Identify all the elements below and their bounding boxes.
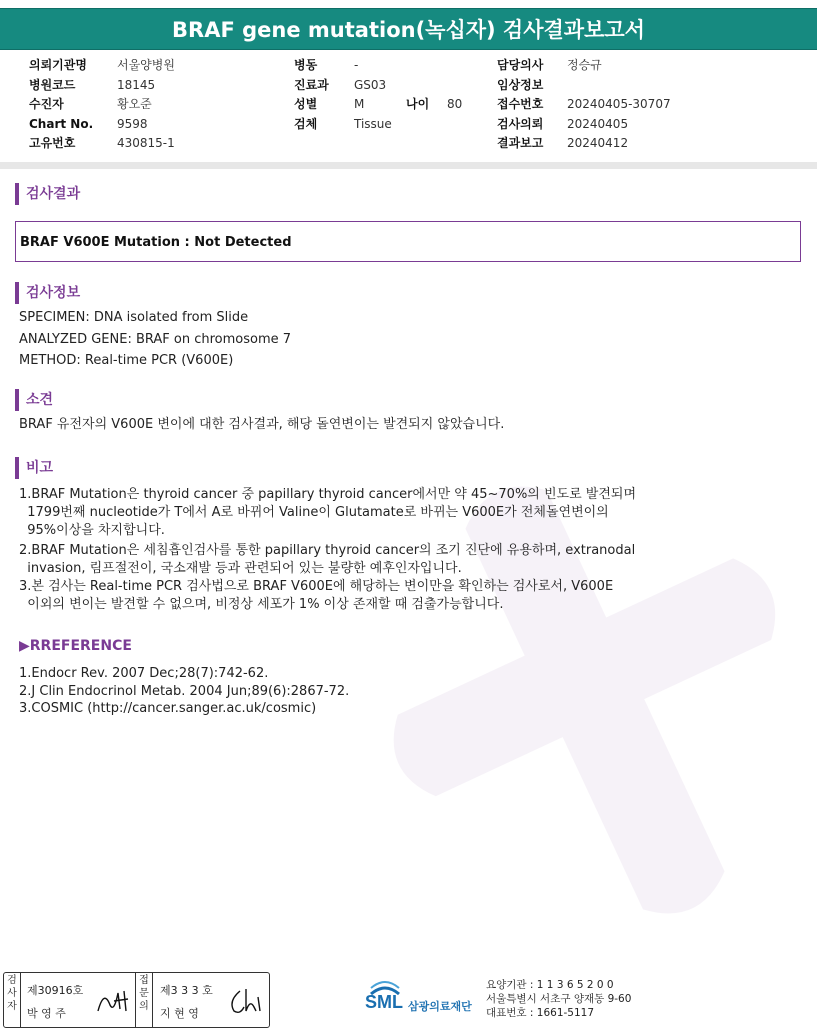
logo-text: SML [365,992,403,1012]
inspector-signature [94,981,132,1019]
remarks-line: invasion, 림프절전이, 국소재발 등과 관련되어 있는 불량한 예후인자입니다. [19,561,462,576]
contact-info [486,978,631,1020]
patient-info-col3 [497,56,671,154]
info-row [497,95,671,115]
reviewer-name: 지 현 영 [160,1007,199,1020]
header-divider [0,162,817,169]
reference-line: 3.COSMIC (http://cancer.sanger.ac.uk/cosmic) [19,701,317,716]
info-label: 수진자 [29,97,64,111]
findings-text: BRAF 유전자의 V600E 변이에 대한 검사결과, 해당 돌연변이는 발견되지 않았습니다. [19,417,505,432]
remarks-line: 1.BRAF Mutation은 thyroid cancer 중 papillary thyroid cancer에서만 약 45~70%의 빈도로 발견되며 [19,487,637,502]
info-label: 의뢰기관명 [29,58,87,72]
info-label: 고유번호 [29,136,76,150]
patient-info-col1 [29,56,175,154]
info-row [497,134,671,154]
remarks-line: 2.BRAF Mutation은 세침흡인검사를 통한 papillary thyroid cancer의 조기 진단에 유용하며, extranodal [19,543,636,558]
reference-line: 1.Endocr Rev. 2007 Dec;28(7):742-62. [19,666,269,681]
remarks-line: 95%이상을 차지합니다. [19,523,165,538]
info-label: 결과보고 [497,136,544,150]
info-row [497,76,671,96]
result-text: BRAF V600E Mutation : Not Detected [20,235,292,250]
info-value: 430815-1 [117,136,175,150]
inspector-number: 제30916호 [27,984,84,997]
section-title-findings: 소견 [15,389,53,411]
info-label: 검사의뢰 [497,116,544,131]
section-title-remarks: 비고 [15,457,53,479]
info-value: 80 [447,97,463,111]
info-row [294,115,462,135]
signature-box [3,972,270,1028]
report-title: BRAF gene mutation(녹십자) 검사결과보고서 [0,8,817,50]
info-value: Tissue [354,116,392,131]
info-label: 접수번호 [497,97,544,111]
info-value: 정승규 [567,58,602,72]
info-label: 임상정보 [497,77,544,92]
info-label: 검체 [294,116,318,131]
patient-info [0,50,817,162]
info-row [29,56,175,76]
sml-logo [365,978,483,1022]
info-line: METHOD: Real-time PCR (V600E) [19,353,234,368]
info-row [29,95,175,115]
info-value: 서울양병원 [117,58,175,72]
cross-watermark [380,450,810,950]
info-line: ANALYZED GENE: BRAF on chromosome 7 [19,332,292,347]
info-value: 황오준 [117,97,152,111]
contact-line: 대표번호 : 1661-5117 [486,1007,595,1019]
info-value: - [354,58,359,72]
inspector-name: 박 영 주 [27,1007,66,1020]
section-title-info: 검사정보 [15,282,80,304]
info-label: 진료과 [294,77,329,92]
info-row [29,76,175,96]
info-row [497,115,671,135]
info-value: 20240412 [567,136,629,150]
info-value: 9598 [117,116,148,131]
result-box [15,221,801,262]
info-value: M [354,97,365,111]
remarks-line: 이외의 변이는 발견할 수 없으며, 비정상 세포가 1% 이상 존재할 때 검출가능합니다. [19,597,504,612]
patient-info-col2 [294,56,462,134]
section-title-result: 검사결과 [15,183,80,205]
info-row [497,56,671,76]
reference-title: ▶RREFERENCE [19,638,132,654]
remarks-line: 1799번째 nucleotide가 T에서 A로 바뀌어 Valine이 Glutamate로 바뀌는 V600E가 전체돌연변이의 [19,505,609,520]
info-label: 담당의사 [497,58,544,72]
info-value: 18145 [117,77,156,92]
info-row [294,76,462,96]
info-row [29,115,175,135]
contact-line: 서울특별시 서초구 양재동 9-60 [486,993,632,1005]
info-label: 병원코드 [29,77,76,92]
reviewer-label: 접 문 의 [139,975,149,1012]
divider [152,973,153,1027]
info-value: 20240405-30707 [567,97,671,111]
info-value: 20240405 [567,116,629,131]
info-row [29,134,175,154]
contact-line: 요양기관 : 1 1 3 6 5 2 0 0 [486,979,614,991]
info-value: GS03 [354,77,387,92]
info-label: 성별 [294,97,318,111]
reference-line: 2.J Clin Endocrinol Metab. 2004 Jun;89(6):2867-72. [19,684,350,699]
footer [0,970,817,1030]
org-name: 삼광의료재단 [408,1000,472,1013]
reviewer-signature [226,981,264,1019]
info-line: SPECIMEN: DNA isolated from Slide [19,310,249,325]
info-label: 병동 [294,58,318,72]
divider [20,973,21,1027]
remarks-line: 3.본 검사는 Real-time PCR 검사법으로 BRAF V600E에 해당하는 변이만을 확인하는 검사로서, V600E [19,579,614,594]
info-label: 나이 [406,97,430,111]
info-label: Chart No. [29,116,94,131]
inspector-label: 검 사 자 [7,975,17,1012]
info-row [294,95,462,115]
reviewer-number: 제3 3 3 호 [160,984,213,997]
info-row [294,56,462,76]
